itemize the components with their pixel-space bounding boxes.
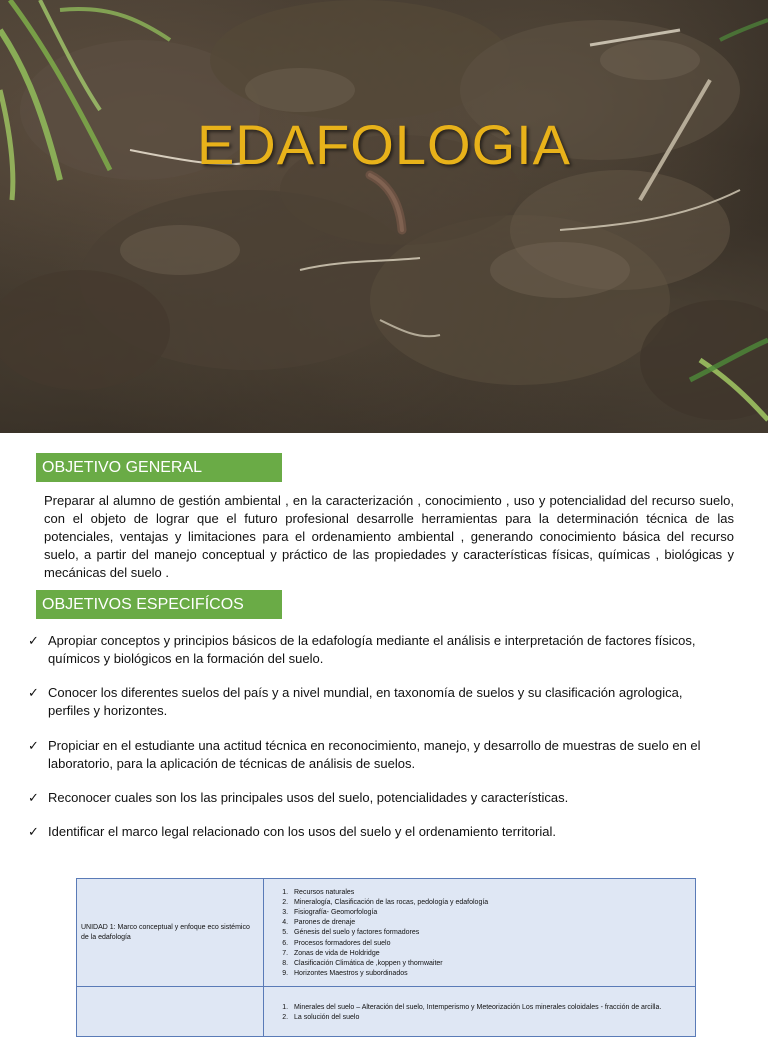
objetivos-especificos-header: OBJETIVOS ESPECIFÍCOS	[36, 590, 282, 619]
checkmark-icon: ✓	[28, 738, 39, 753]
objetivo-general-text: Preparar al alumno de gestión ambiental , en la caracterización , conocimiento , uso y potencialidad del recurso suelo, con el objeto de lograr que el futuro profesional desarrolle herramientas para la determinación técnica de las potenciales, ventajas y limitaciones para el ordenamiento ambiental , generando conocimiento básica del recurso suelo, a partir del manejo conceptual y práctico de las propiedades y características físicas, químicas , biológicas y mecánicas del suelo .	[44, 493, 734, 580]
objective-text: Identificar el marco legal relacionado con los usos del suelo y el ordenamiento territorial.	[48, 824, 556, 839]
objective-text: Propiciar en el estudiante una actitud técnica en reconocimiento, manejo, y desarrollo de muestras de suelo en el laboratorio, para la aplicación de técnicas de análisis de suelos.	[48, 738, 701, 771]
checkmark-icon: ✓	[28, 824, 39, 839]
list-item: 2. La solución del suelo	[290, 1013, 691, 1023]
topic-list	[268, 1003, 691, 1023]
soil-image	[0, 0, 768, 433]
objetivo-general-header: OBJETIVO GENERAL	[36, 453, 282, 482]
list-item: 8. Clasificación Climática de ,koppen y thornwaiter	[290, 959, 691, 969]
unit-topics	[264, 879, 696, 987]
hero-image	[0, 0, 768, 433]
list-item: 3. Fisiografía- Geomorfología	[290, 908, 691, 918]
list-item: 2. Mineralogía, Clasificación de las rocas, pedología y edafología	[290, 898, 691, 908]
objective-text: Conocer los diferentes suelos del país y a nivel mundial, en taxonomía de suelos y su clasificación agrologica, perfiles y horizontes.	[48, 685, 683, 718]
topic-list	[268, 888, 691, 980]
checkmark-icon: ✓	[28, 685, 39, 700]
table-row	[77, 987, 696, 1037]
objective-text: Reconocer cuales son los las principales usos del suelo, potencialidades y características.	[48, 790, 569, 805]
list-item: 1. Minerales del suelo – Alteración del suelo, Intemperismo y Meteorización Los minerales coloidales - fracción de arcilla.	[290, 1003, 691, 1013]
checkmark-icon: ✓	[28, 790, 39, 805]
list-item: 9. Horizontes Maestros y subordinados	[290, 969, 691, 979]
list-item: 6. Procesos formadores del suelo	[290, 939, 691, 949]
checkmark-icon: ✓	[28, 633, 39, 648]
list-item: 5. Génesis del suelo y factores formadores	[290, 928, 691, 938]
objective-text: Apropiar conceptos y principios básicos de la edafología mediante el análisis e interpretación de factores físicos, químicos y biológicos en la formación del suelo.	[48, 633, 696, 666]
page-title: EDAFOLOGIA	[196, 113, 572, 176]
list-item: 1. Recursos naturales	[290, 888, 691, 898]
table-row	[77, 879, 696, 987]
unit-label: UNIDAD 1: Marco conceptual y enfoque eco sistémico de la edafología	[77, 879, 264, 987]
list-item: 7. Zonas de vida de Holdridge	[290, 949, 691, 959]
units-table	[76, 878, 696, 1037]
unit-topics	[264, 987, 696, 1037]
unit-label	[77, 987, 264, 1037]
list-item: 4. Parones de drenaje	[290, 918, 691, 928]
